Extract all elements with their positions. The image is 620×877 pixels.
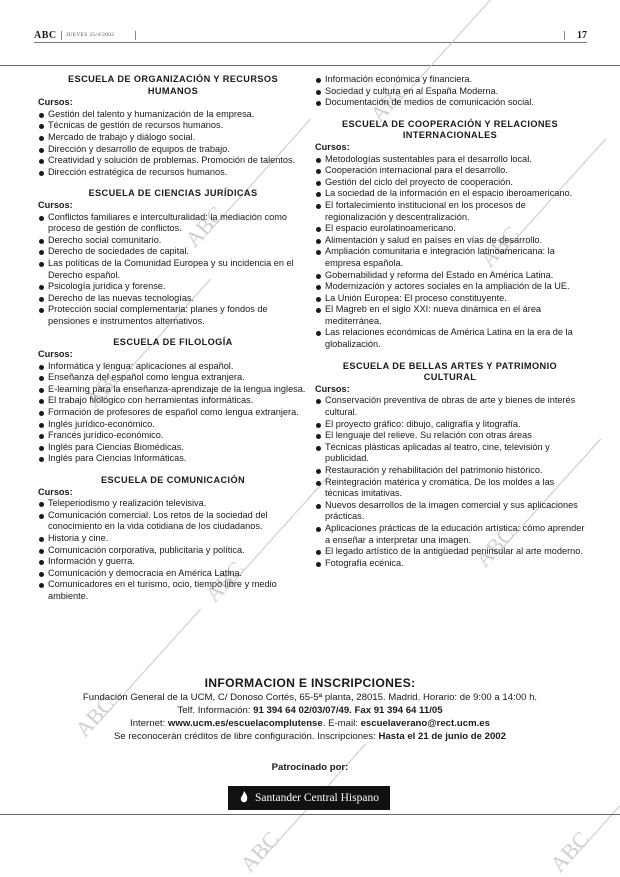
website-link[interactable]: www.ucm.es/escuelacomplutense xyxy=(167,718,323,729)
course-item: Las políticas de la Comunidad Europea y su incidencia en el Derecho español. xyxy=(38,258,308,281)
course-item: Comunicación y democracia en América Latina. xyxy=(38,568,308,580)
courses-label: Cursos: xyxy=(315,141,350,152)
watermark-text: ABC xyxy=(70,691,119,742)
course-item: Las relaciones económicas de América Latina en la era de la globalización. xyxy=(315,327,585,350)
courses-label: Cursos: xyxy=(38,349,73,360)
course-list xyxy=(38,212,308,328)
header-divider xyxy=(61,31,62,40)
course-item: Fotografía ecénica. xyxy=(315,558,585,570)
course-item: Psicología jurídica y forense. xyxy=(38,281,308,293)
page-number: 17 xyxy=(577,30,587,41)
course-item: Protección social complementaria: planes y fondos de pensiones e instrumentos alternativos. xyxy=(38,304,308,327)
info-web: Internet: www.ucm.es/escuelacomplutense. E-mail: escuelaverano@rect.ucm.es xyxy=(130,718,490,729)
header-divider xyxy=(135,31,136,40)
right-column xyxy=(315,74,585,569)
course-list xyxy=(38,361,308,465)
school-title: ESCUELA DE BELLAS ARTES Y PATRIMONIO CULTURAL xyxy=(342,360,558,383)
course-list xyxy=(315,154,585,351)
header-date: JUEVES 25/4/2002 xyxy=(66,32,115,38)
course-item: Documentación de medios de comunicación social. xyxy=(315,97,585,109)
course-item: Gestión del ciclo del proyecto de cooperación. xyxy=(315,177,585,189)
course-item: Restauración y rehabilitación del patrimonio histórico. xyxy=(315,465,585,477)
course-list xyxy=(38,498,308,602)
school-title: ESCUELA DE CIENCIAS JURÍDICAS xyxy=(88,188,258,199)
flame-icon xyxy=(239,791,249,805)
course-item: Dirección estratégica de recursos humanos. xyxy=(38,167,308,179)
course-item: Dirección y desarrollo de equipos de trabajo. xyxy=(38,144,308,156)
course-item: Comunicación comercial. Los retos de la sociedad del conocimiento en la vida cotidiana de los ciudadanos. xyxy=(38,510,308,533)
course-item: E-learning para la enseñanza-aprendizaje de la lengua inglesa. xyxy=(38,384,308,396)
course-item: Modernización y actores sociales en la ampliación de la UE. xyxy=(315,281,585,293)
course-item: El espacio eurolatinoamericano. xyxy=(315,223,585,235)
watermark-text: ABC xyxy=(545,826,594,877)
course-item: Derecho de las nuevas tecnologías. xyxy=(38,293,308,305)
top-rule xyxy=(0,65,620,66)
course-item: Conservación preventiva de obras de arte y bienes de interés cultural. xyxy=(315,395,585,418)
course-item: Reintegración matérica y cromática. De los moldes a las técnicas imitativas. xyxy=(315,477,585,500)
school-title: ESCUELA DE COOPERACIÓN Y RELACIONES INTERNACIONALES xyxy=(342,118,558,141)
info-credits: Se reconocerán créditos de libre configuración. Inscripciones: Hasta el 21 de junio de 2002 xyxy=(114,731,506,742)
sponsor-logo xyxy=(228,786,390,810)
course-item: Formación de profesores de español como lengua extranjera. xyxy=(38,407,308,419)
info-address: Fundación General de la UCM, C/ Donoso Cortés, 65-5ª planta, 28015. Madrid. Horario: de 9:00 a 14:00 h. xyxy=(82,692,538,703)
course-item: Creatividad y solución de problemas. Promoción de talentos. xyxy=(38,155,308,167)
course-item: Inglés jurídico-económico. xyxy=(38,419,308,431)
course-item: La Unión Europea: El proceso constituyente. xyxy=(315,293,585,305)
course-item: El fortalecimiento institucional en los procesos de regionalización y descentralización. xyxy=(315,200,585,223)
header-rule xyxy=(34,42,587,43)
course-item: Ampliación comunitaria e integración latinoamericana: la empresa española. xyxy=(315,246,585,269)
course-item: Comunicación corporativa, publicitaria y política. xyxy=(38,545,308,557)
course-item: Comunicadores en el turismo, ocio, tiempo libre y medio ambiente. xyxy=(38,579,308,602)
course-item: El legado artístico de la antigüedad peninsular al arte moderno. xyxy=(315,546,585,558)
watermark-text: ABC xyxy=(200,556,249,607)
school-title: ESCUELA DE COMUNICACIÓN xyxy=(100,475,246,485)
school-title: ESCUELA DE FILOLOGÍA xyxy=(113,337,233,348)
course-item: Francés jurídico-económico. xyxy=(38,430,308,442)
courses-label: Cursos: xyxy=(38,486,73,497)
continued-course-list xyxy=(315,74,585,109)
course-item: Conflictos familiares e interculturalidad: la mediación como proceso de gestión de conflictos. xyxy=(38,212,308,235)
sponsor-label: Patrocinado por: xyxy=(271,762,349,773)
watermark-text: ABC xyxy=(80,361,129,412)
school-title: ESCUELA DE ORGANIZACIÓN Y RECURSOS HUMANOS xyxy=(68,74,278,96)
watermark-text: ABC xyxy=(470,521,519,572)
bottom-rule xyxy=(0,814,620,815)
info-title: INFORMACION E INSCRIPCIONES: xyxy=(204,676,416,690)
course-item: Nuevos desarrollos de la imagen comercial y sus aplicaciones prácticas. xyxy=(315,500,585,523)
course-item: Derecho social comunitario. xyxy=(38,235,308,247)
course-list xyxy=(38,109,308,179)
course-item: Cooperación internacional para el desarrollo. xyxy=(315,165,585,177)
course-item: Inglés para Ciencias Biomédicas. xyxy=(38,442,308,454)
header-divider xyxy=(564,31,565,40)
left-column xyxy=(38,74,308,603)
course-item: Técnicas plásticas aplicadas al teatro, cine, televisión y publicidad. xyxy=(315,442,585,465)
course-item: Historia y cine. xyxy=(38,533,308,545)
course-item: Información y guerra. xyxy=(38,556,308,568)
course-item: Metodologías sustentables para el desarrollo local. xyxy=(315,154,585,166)
email-link[interactable]: escuelaverano@rect.ucm.es xyxy=(360,718,490,729)
watermark-text: ABC xyxy=(235,826,284,877)
course-item: Informática y lengua: aplicaciones al español. xyxy=(38,361,308,373)
watermark-text: ABC xyxy=(180,201,229,252)
course-item: Sociedad y cultura en al España Moderna. xyxy=(315,86,585,98)
course-item: El Magreb en el siglo XXI: nueva dinámica en el área mediterránea. xyxy=(315,304,585,327)
course-item: Aplicaciones prácticas de la educación artística: cómo aprender a enseñar a interpretar una imagen. xyxy=(315,523,585,546)
course-item: Enseñanza del español como lengua extranjera. xyxy=(38,372,308,384)
course-item: Inglés para Ciencias Informáticas. xyxy=(38,453,308,465)
watermark-text: ABC xyxy=(475,221,524,272)
course-item: Mercado de trabajo y diálogo social. xyxy=(38,132,308,144)
course-list xyxy=(315,395,585,569)
course-item: Información económica y financiera. xyxy=(315,74,585,86)
courses-label: Cursos: xyxy=(38,97,73,108)
page-header xyxy=(34,30,587,42)
info-block xyxy=(0,676,620,743)
course-item: El proyecto gráfico: dibujo, caligrafía y litografía. xyxy=(315,419,585,431)
course-item: Alimentación y salud en países en vías de desarrollo. xyxy=(315,235,585,247)
course-item: La sociedad de la información en el espacio iberoamericano. xyxy=(315,188,585,200)
sponsor-name: Santander Central Hispano xyxy=(255,792,379,804)
course-item: El lenguaje del relieve. Su relación con otras áreas xyxy=(315,430,585,442)
courses-label: Cursos: xyxy=(315,383,350,394)
brand-name: ABC xyxy=(34,30,57,41)
course-item: Teleperiodismo y realización televisiva. xyxy=(38,498,308,510)
watermark-text: ABC xyxy=(365,76,414,127)
course-item: Gobernabilidad y reforma del Estado en América Latina. xyxy=(315,270,585,282)
course-item: Técnicas de gestión de recursos humanos. xyxy=(38,120,308,132)
course-item: Derecho de sociedades de capital. xyxy=(38,246,308,258)
course-item: El trabajo filológico con herramientas informáticas. xyxy=(38,395,308,407)
info-phones: Telf. Información: 91 394 64 02/03/07/49. Fax 91 394 64 11/05 xyxy=(177,705,443,716)
course-item: Gestión del talento y humanización de la empresa. xyxy=(38,109,308,121)
courses-label: Cursos: xyxy=(38,199,73,210)
